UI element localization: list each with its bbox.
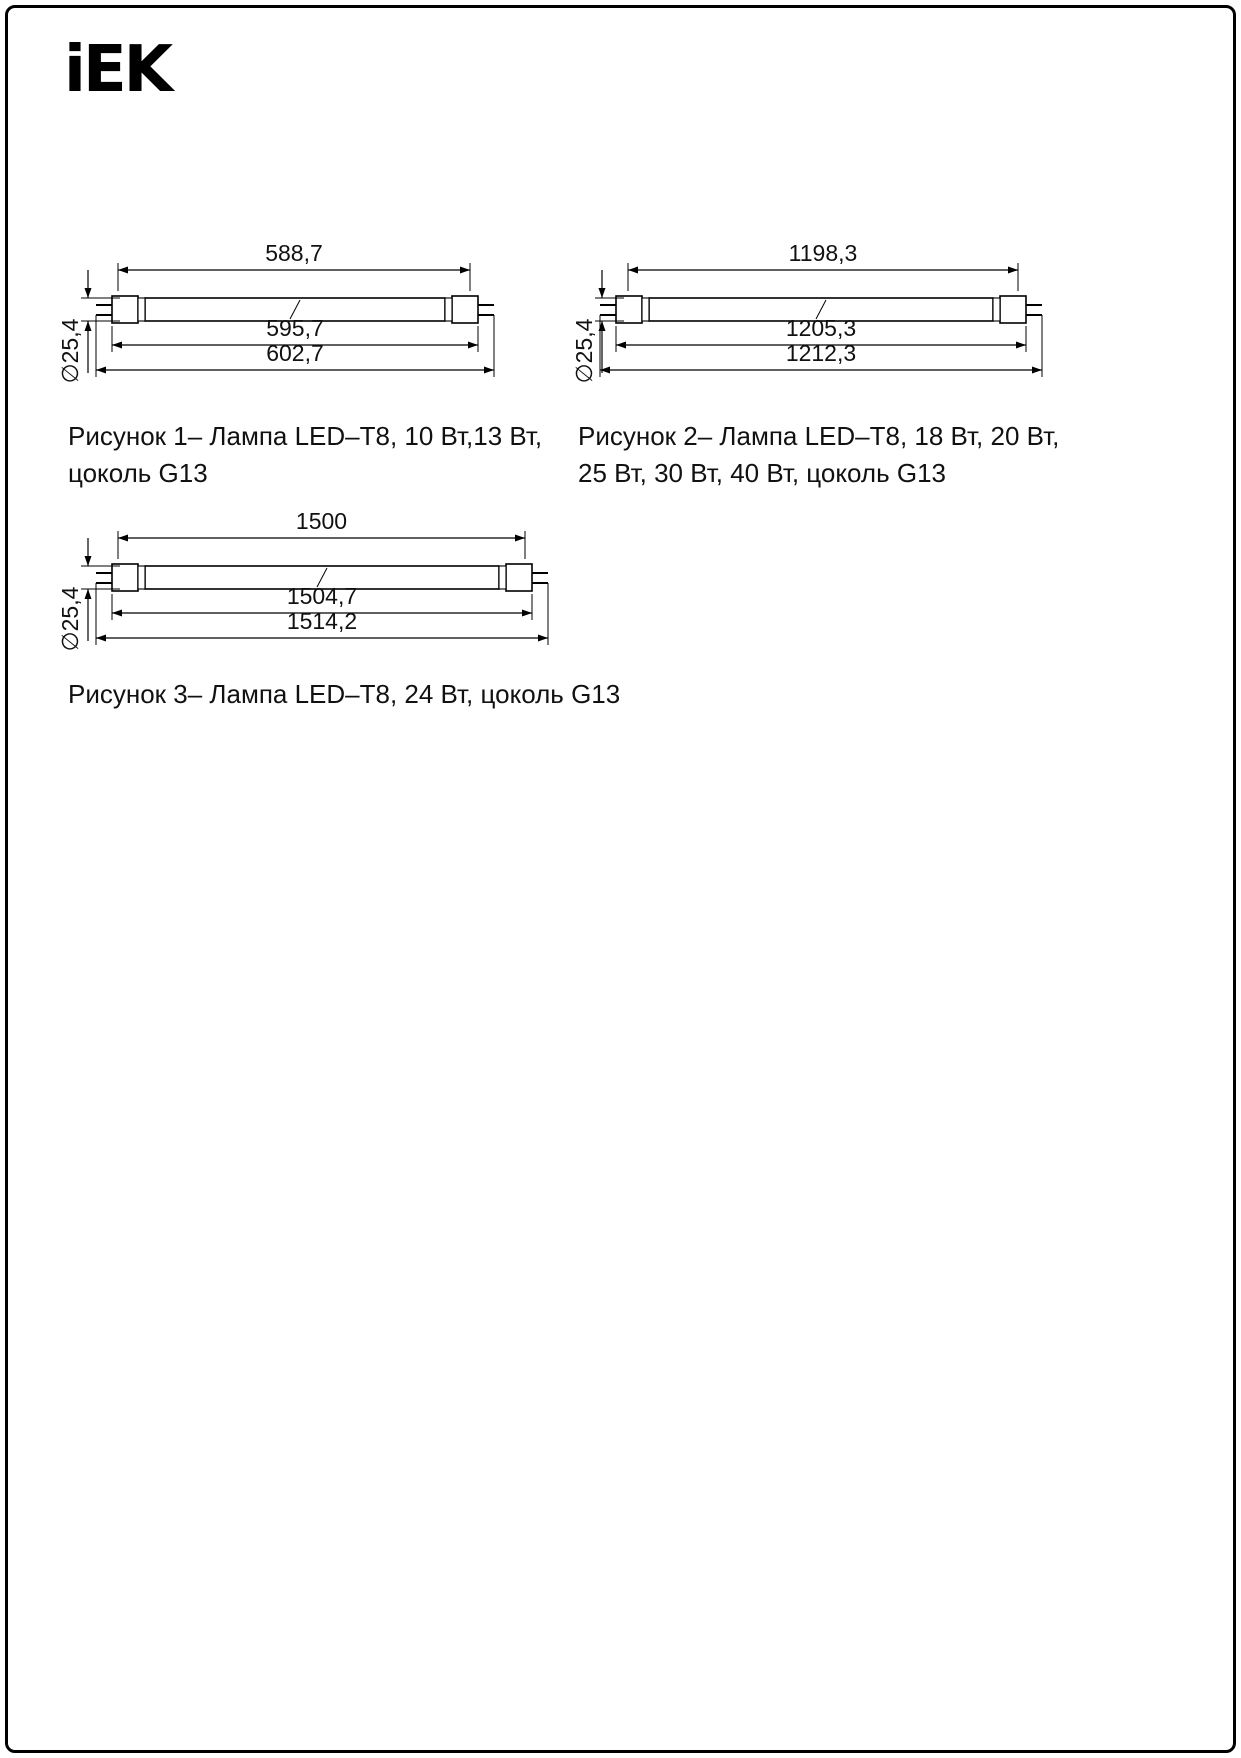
dimension-arrow <box>1032 367 1042 374</box>
cap-left <box>616 296 642 323</box>
dimension-arrow <box>85 556 92 566</box>
dimension-arrow <box>85 321 92 331</box>
dim-diameter-label: ∅25,4 <box>57 586 83 652</box>
dim-middle-label: 1504,7 <box>286 583 358 609</box>
caption-line: цоколь G13 <box>68 458 208 488</box>
dimension-arrow <box>85 589 92 599</box>
collar-right <box>499 566 506 589</box>
dimension-arrow <box>468 342 478 349</box>
dim-top-label: 588,7 <box>265 240 323 266</box>
dimension-arrow <box>112 610 122 617</box>
dimension-arrow <box>522 610 532 617</box>
cap-right <box>452 296 478 323</box>
iek-logo: iEK <box>64 33 171 107</box>
cap-right <box>1000 296 1026 323</box>
cap-left <box>112 564 138 591</box>
dim-bottom-label: 1212,3 <box>785 340 857 366</box>
lamp-drawing-1 <box>57 240 505 396</box>
figure-2-caption <box>578 418 1059 492</box>
figure-1-caption <box>68 418 542 492</box>
dimension-arrow <box>118 535 128 542</box>
collar-left <box>138 566 145 589</box>
figure-3-caption <box>68 676 620 713</box>
caption-line: Рисунок 1– Лампа LED–T8, 10 Вт,13 Вт, <box>68 421 543 451</box>
dimension-arrow <box>616 342 626 349</box>
collar-left <box>642 298 649 321</box>
collar-right <box>993 298 1000 321</box>
cap-left <box>112 296 138 323</box>
dimension-arrow <box>112 342 122 349</box>
caption-line: Рисунок 2– Лампа LED–T8, 18 Вт, 20 Вт, <box>578 421 1060 451</box>
collar-left <box>138 298 145 321</box>
dimension-arrow <box>538 635 548 642</box>
dimension-arrow <box>515 535 525 542</box>
dimension-arrow <box>1016 342 1026 349</box>
caption-line: 25 Вт, 30 Вт, 40 Вт, цоколь G13 <box>578 458 946 488</box>
dimension-arrow <box>96 635 106 642</box>
dimension-arrow <box>460 267 470 274</box>
dimension-arrow <box>118 267 128 274</box>
lamp-drawing-2 <box>570 240 1055 396</box>
dimension-arrow <box>1008 267 1018 274</box>
dim-diameter-label: ∅25,4 <box>57 318 83 384</box>
dim-middle-label: 1205,3 <box>785 315 857 341</box>
dim-top-label: 1198,3 <box>788 240 858 266</box>
dim-middle-label: 595,7 <box>266 315 324 341</box>
dim-bottom-label: 1514,2 <box>286 608 358 634</box>
dimension-arrow <box>85 288 92 298</box>
dim-bottom-label: 602,7 <box>266 340 324 366</box>
caption-line: Рисунок 3– Лампа LED–T8, 24 Вт, цоколь G13 <box>68 679 621 709</box>
dimension-arrow <box>484 367 494 374</box>
dim-top-label: 1500 <box>295 508 348 534</box>
dimension-arrow <box>96 367 106 374</box>
dimension-arrow <box>599 288 606 298</box>
collar-right <box>445 298 452 321</box>
dim-diameter-label: ∅25,4 <box>571 318 597 384</box>
lamp-drawing-3 <box>57 508 565 664</box>
dimension-arrow <box>628 267 638 274</box>
cap-right <box>506 564 532 591</box>
